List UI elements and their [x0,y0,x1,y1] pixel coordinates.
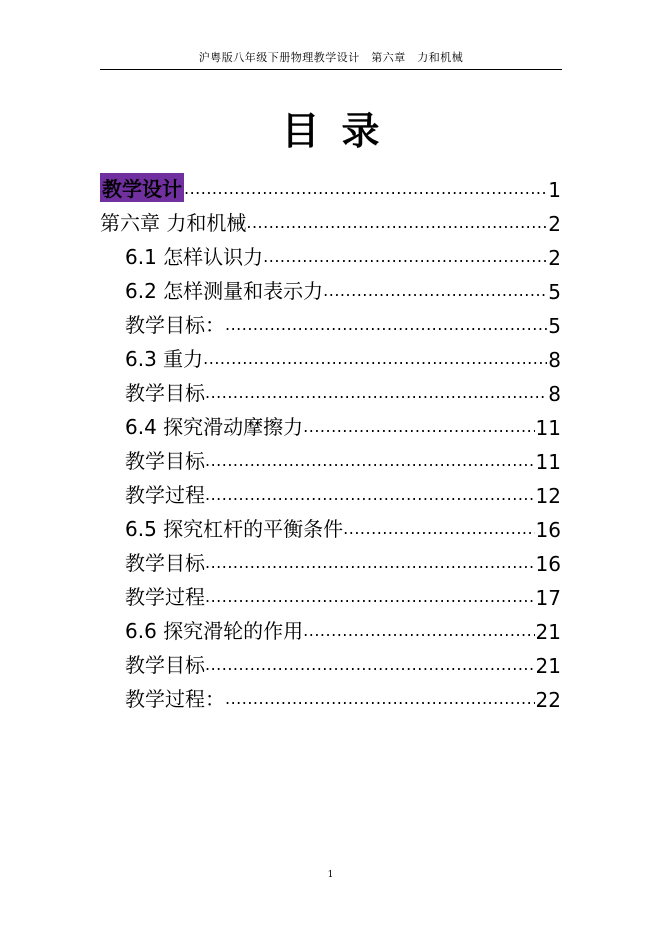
toc-entry-6-4-objectives[interactable] [125,440,561,474]
toc-entry-6-6-objectives[interactable] [125,644,561,678]
toc-leader-dots [343,518,534,540]
toc-entry-6-2-objectives[interactable] [125,304,561,338]
toc-page-number: 8 [548,382,561,406]
toc-entry-text: 教学设计 [100,173,184,202]
toc-page-number: 2 [548,212,561,236]
toc-entry-text: 教学目标： [125,313,225,337]
toc-entry-text: 教学过程： [125,687,225,711]
toc-page-number: 5 [548,280,561,304]
toc-title: 目录 [281,108,402,153]
toc-page-number: 21 [535,654,561,678]
toc-entry-6-3[interactable] [125,338,561,372]
toc-leader-dots [323,280,547,302]
toc-entry-text: 教学目标 [125,551,205,575]
toc-entry-text: 教学目标 [125,653,205,677]
toc-leader-dots [205,552,535,574]
toc-entry-text: 6.6 探究滑轮的作用 [125,619,304,643]
toc-page-number: 2 [548,246,561,270]
toc-entry-text: 6.1 怎样认识力 [125,245,264,269]
toc-entry-text: 6.3 重力 [125,347,204,371]
toc-leader-dots [205,382,547,404]
toc-leader-dots [303,620,534,642]
toc-leader-dots [184,178,547,200]
toc-entry-text: 第六章 力和机械 [100,211,247,235]
toc-leader-dots [225,688,535,710]
toc-page-number: 22 [535,688,561,712]
toc-entry-text: 6.5 探究杠杆的平衡条件 [125,517,344,541]
toc-entry-6-1[interactable] [125,236,561,270]
toc-entry-6-5-process[interactable] [125,576,561,610]
toc-page-number: 11 [535,450,561,474]
toc-leader-dots [303,416,534,438]
toc-leader-dots [205,450,535,472]
toc-leader-dots [205,484,535,506]
toc-entry-text: 教学目标 [125,381,205,405]
toc-entry-6-5[interactable] [125,508,561,542]
toc-page-number: 16 [535,552,561,576]
toc-entry-6-6-process[interactable] [125,678,561,712]
toc-entry-text: 6.2 怎样测量和表示力 [125,279,324,303]
toc-page-number: 11 [535,416,561,440]
toc-page-number: 12 [535,484,561,508]
toc-leader-dots [246,212,547,234]
toc-entry-6-4-process[interactable] [125,474,561,508]
toc-page-number: 21 [535,620,561,644]
toc-page-number: 1 [548,178,561,202]
toc-entry-text: 教学过程 [125,483,205,507]
toc-leader-dots [205,654,535,676]
toc-entry-6-4[interactable] [125,406,561,440]
toc-leader-dots [225,314,547,336]
toc-entry-text: 教学目标 [125,449,205,473]
toc-entry-text: 6.4 探究滑动摩擦力 [125,415,304,439]
toc-entry-6-5-objectives[interactable] [125,542,561,576]
toc-leader-dots [205,586,535,608]
toc-entry-teaching-design[interactable] [100,168,561,202]
toc-page-number: 8 [548,348,561,372]
toc-entry-6-6[interactable] [125,610,561,644]
toc-entry-6-3-objectives[interactable] [125,372,561,406]
footer-page-number: 1 [327,870,334,880]
toc-leader-dots [203,348,547,370]
toc-page-number: 16 [535,518,561,542]
page-header: 沪粤版八年级下册物理教学设计 第六章 力和机械 [100,49,562,70]
toc-leader-dots [263,246,547,268]
toc-entry-chapter-6[interactable] [100,202,561,236]
toc-page-number: 17 [535,586,561,610]
toc-entry-text: 教学过程 [125,585,205,609]
toc-page-number: 5 [548,314,561,338]
toc-entry-6-2[interactable] [125,270,561,304]
